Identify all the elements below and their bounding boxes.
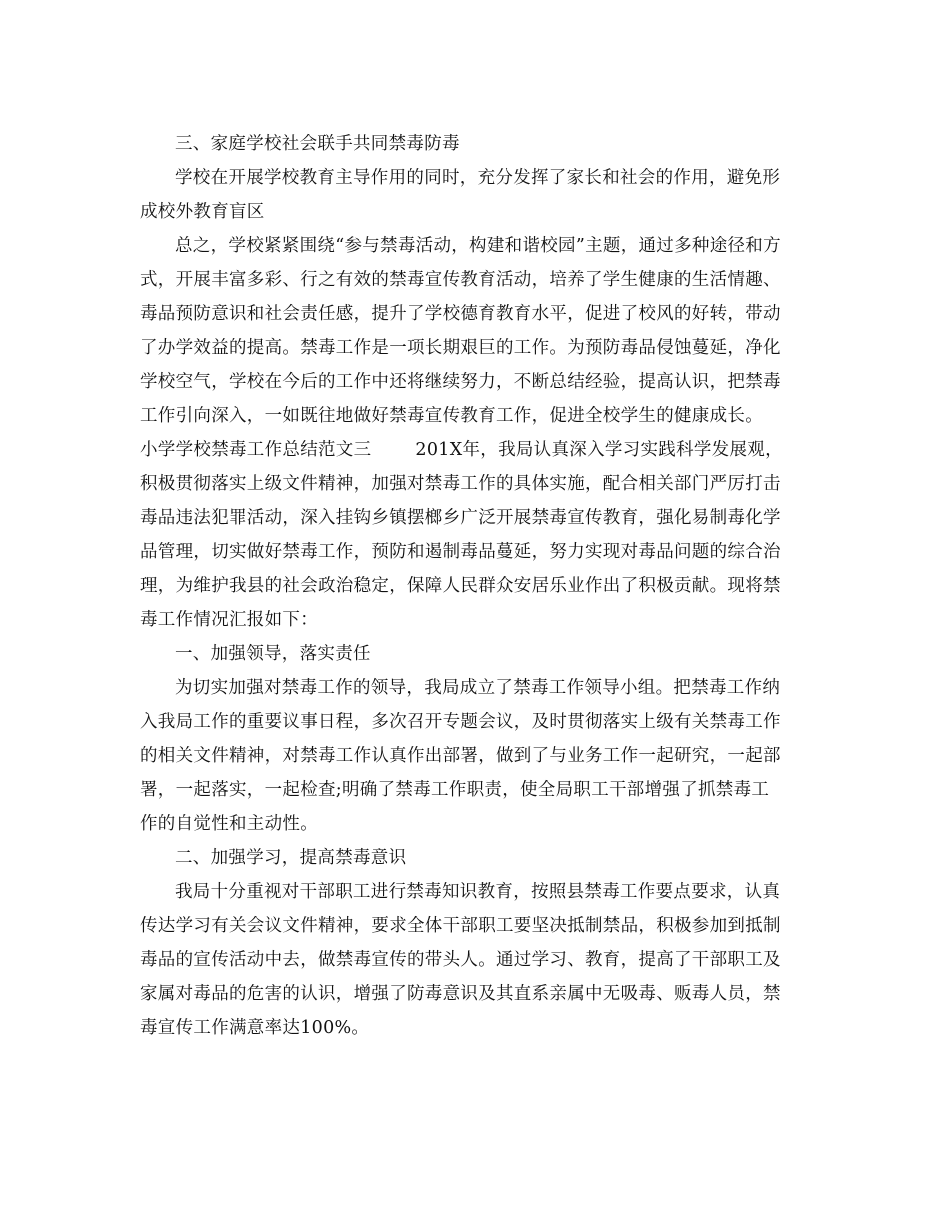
paragraph-line: 毒宣传工作满意率达100%。 — [140, 1018, 370, 1038]
paragraph-line: 毒工作情况汇报如下： — [140, 610, 318, 630]
paragraph-line: 总之，学校紧紧围绕“参与禁毒活动，构建和谐校园”主题，通过多种途径和方 — [175, 236, 781, 256]
section-title-line — [140, 433, 812, 467]
paragraph-line: 为切实加强对禁毒工作的领导，我局成立了禁毒工作领导小组。把禁毒工作纳 — [175, 678, 781, 698]
paragraph-leadership — [140, 671, 812, 841]
section-heading-one: 一、加强领导，落实责任 — [175, 644, 371, 664]
paragraph-line: 工作引向深入，一如既往地做好禁毒宣传教育工作，促进全校学生的健康成长。 — [140, 406, 763, 426]
paragraph-summary — [140, 229, 812, 433]
paragraph-line: 毒品预防意识和社会责任感，提升了学校德育教育水平，促进了校风的好转，带动 — [140, 304, 781, 324]
paragraph-line: 品管理，切实做好禁毒工作，预防和遏制毒品蔓延，努力实现对毒品问题的综合治 — [140, 542, 781, 562]
paragraph-line: 的相关文件精神，对禁毒工作认真作出部署，做到了与业务工作一起研究，一起部 — [140, 746, 781, 766]
section-intro: 201X年，我局认真深入学习实践科学发展观， — [415, 440, 783, 460]
paragraph-report-intro — [140, 467, 812, 637]
section-heading-three: 三、家庭学校社会联手共同禁毒防毒 — [175, 134, 460, 154]
paragraph-line: 学校空气，学校在今后的工作中还将继续努力，不断总结经验，提高认识，把禁毒 — [140, 372, 781, 392]
section-title: 小学学校禁毒工作总结范文三 — [140, 440, 372, 460]
paragraph-line: 了办学效益的提高。禁毒工作是一项长期艰巨的工作。为预防毒品侵蚀蔓延，净化 — [140, 338, 781, 358]
paragraph-line: 成校外教育盲区 — [140, 202, 265, 222]
paragraph-line: 式，开展丰富多彩、行之有效的禁毒宣传教育活动，培养了学生健康的生活情趣、 — [140, 270, 781, 290]
paragraph-line: 传达学习有关会议文件精神，要求全体干部职工要坚决抵制禁品，积极参加到抵制 — [140, 916, 781, 936]
paragraph-line: 毒品的宣传活动中去，做禁毒宣传的带头人。通过学习、教育，提高了干部职工及 — [140, 950, 781, 970]
paragraph-line: 学校在开展学校教育主导作用的同时，充分发挥了家长和社会的作用，避免形 — [175, 168, 781, 188]
paragraph-line: 作的自觉性和主动性。 — [140, 814, 318, 834]
paragraph-line: 署，一起落实，一起检查;明确了禁毒工作职责，使全局职工干部增强了抓禁毒工 — [140, 780, 770, 800]
document-body — [140, 127, 812, 1045]
paragraph-study — [140, 875, 812, 1045]
section-heading-two: 二、加强学习，提高禁毒意识 — [175, 848, 407, 868]
paragraph-line: 家属对毒品的危害的认识，增强了防毒意识及其直系亲属中无吸毒、贩毒人员，禁 — [140, 984, 781, 1004]
paragraph-line: 积极贯彻落实上级文件精神，加强对禁毒工作的具体实施，配合相关部门严厉打击 — [140, 474, 781, 494]
paragraph-line: 毒品违法犯罪活动，深入挂钩乡镇摆榔乡广泛开展禁毒宣传教育，强化易制毒化学 — [140, 508, 781, 528]
paragraph-line: 我局十分重视对干部职工进行禁毒知识教育，按照县禁毒工作要点要求，认真 — [175, 882, 781, 902]
paragraph-family-school-society — [140, 161, 812, 229]
paragraph-line: 入我局工作的重要议事日程，多次召开专题会议，及时贯彻落实上级有关禁毒工作 — [140, 712, 781, 732]
paragraph-line: 理，为维护我县的社会政治稳定，保障人民群众安居乐业作出了积极贡献。现将禁 — [140, 576, 781, 596]
